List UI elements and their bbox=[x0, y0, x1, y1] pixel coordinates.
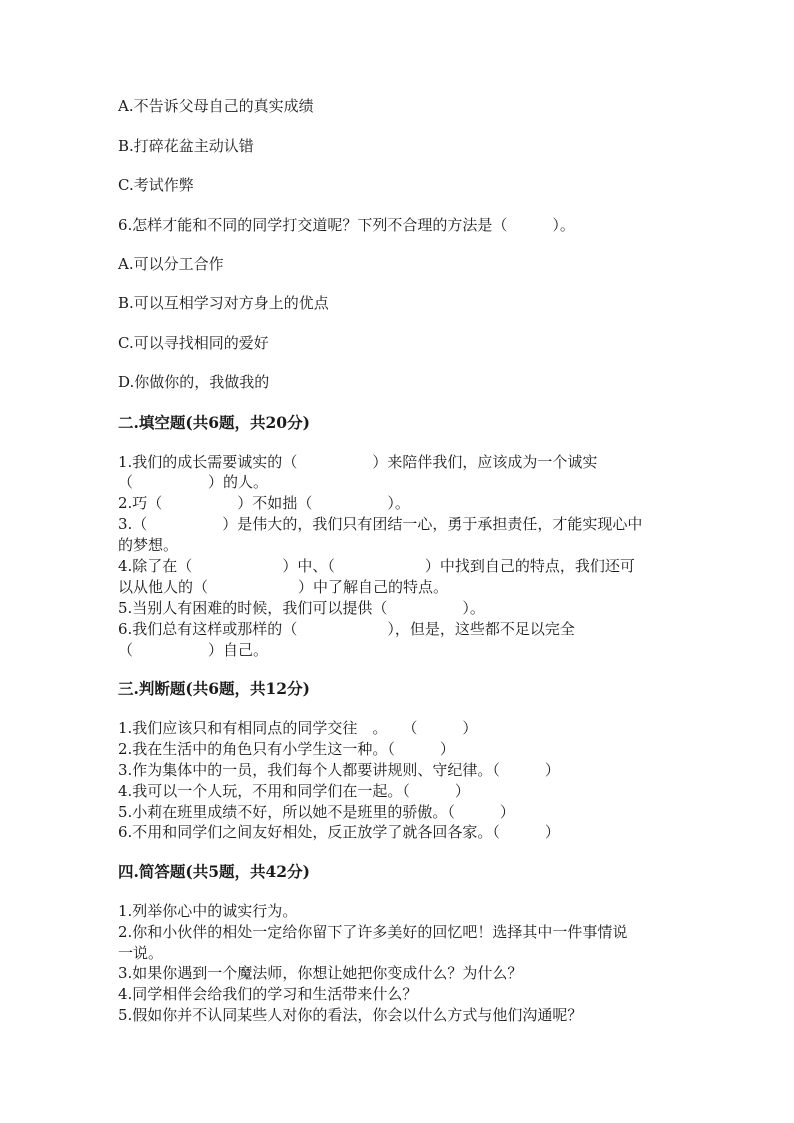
answer-line: 4.同学相伴会给我们的学习和生活带来什么？ bbox=[118, 985, 418, 1003]
judge-line: 3.作为集体中的一员，我们每个人都要讲规则、守纪律。（ ） bbox=[118, 761, 560, 779]
answer-line: 5.假如你并不认同某些人对你的看法，你会以什么方式与他们沟通呢？ bbox=[118, 1006, 583, 1024]
question-6-stem: 6.怎样才能和不同的同学打交道呢？下列不合理的方法是（ ）。 bbox=[118, 216, 575, 234]
fill-line: 5.当别人有困难的时候，我们可以提供（ ）。 bbox=[118, 599, 485, 617]
q6-option-c: C.可以寻找相同的爱好 bbox=[118, 334, 269, 352]
answer-line: 2.你和小伙伴的相处一定给你留下了许多美好的回忆吧！选择其中一件事情说 bbox=[118, 923, 628, 941]
section-4-heading: 四.简答题(共5题，共42分) bbox=[118, 862, 310, 881]
fill-line: （ ）自己。 bbox=[118, 641, 269, 659]
section-3-heading: 三.判断题(共6题，共12分) bbox=[118, 679, 310, 698]
option-a-text: A.不告诉父母自己的真实成绩 bbox=[118, 97, 314, 115]
answer-line: 3.如果你遇到一个魔法师，你想让她把你变成什么？为什么？ bbox=[118, 964, 523, 982]
fill-line: 的梦想。 bbox=[118, 536, 179, 554]
option-c-text: C.考试作弊 bbox=[118, 176, 194, 194]
fill-line: 3.（ ）是伟大的，我们只有团结一心，勇于承担责任，才能实现心中 bbox=[118, 515, 643, 533]
fill-line: 2.巧（ ）不如拙（ ）。 bbox=[118, 494, 410, 512]
section-2-heading: 二.填空题(共6题，共20分) bbox=[118, 413, 310, 432]
judge-line: 4.我可以一个人玩，不用和同学们在一起。（ ） bbox=[118, 782, 470, 800]
fill-line: 4.除了在（ ）中、（ ）中找到自己的特点，我们还可 bbox=[118, 557, 635, 575]
judge-line: 2.我在生活中的角色只有小学生这一种。（ ） bbox=[118, 740, 455, 758]
answer-line: 1.列举你心中的诚实行为。 bbox=[118, 902, 298, 920]
fill-line: 6.我们总有这样或那样的（ ），但是，这些都不足以完全 bbox=[118, 620, 575, 638]
judge-line: 1.我们应该只和有相同点的同学交往 。 （ ） bbox=[118, 719, 478, 737]
q6-option-b: B.可以互相学习对方身上的优点 bbox=[118, 294, 329, 312]
judge-line: 5.小莉在班里成绩不好，所以她不是班里的骄傲。（ ） bbox=[118, 803, 515, 821]
q6-option-a: A.可以分工合作 bbox=[118, 255, 224, 273]
q6-option-d: D.你做你的，我做我的 bbox=[118, 373, 270, 391]
fill-line: 以从他人的（ ）中了解自己的特点。 bbox=[118, 578, 449, 596]
option-b-text: B.打碎花盆主动认错 bbox=[118, 137, 254, 155]
judge-line: 6.不用和同学们之间友好相处，反正放学了就各回各家。（ ） bbox=[118, 823, 560, 841]
fill-line: 1.我们的成长需要诚实的（ ）来陪伴我们，应该成为一个诚实 bbox=[118, 453, 598, 471]
fill-line: （ ）的人。 bbox=[118, 473, 269, 491]
answer-line: 一说。 bbox=[118, 944, 164, 962]
